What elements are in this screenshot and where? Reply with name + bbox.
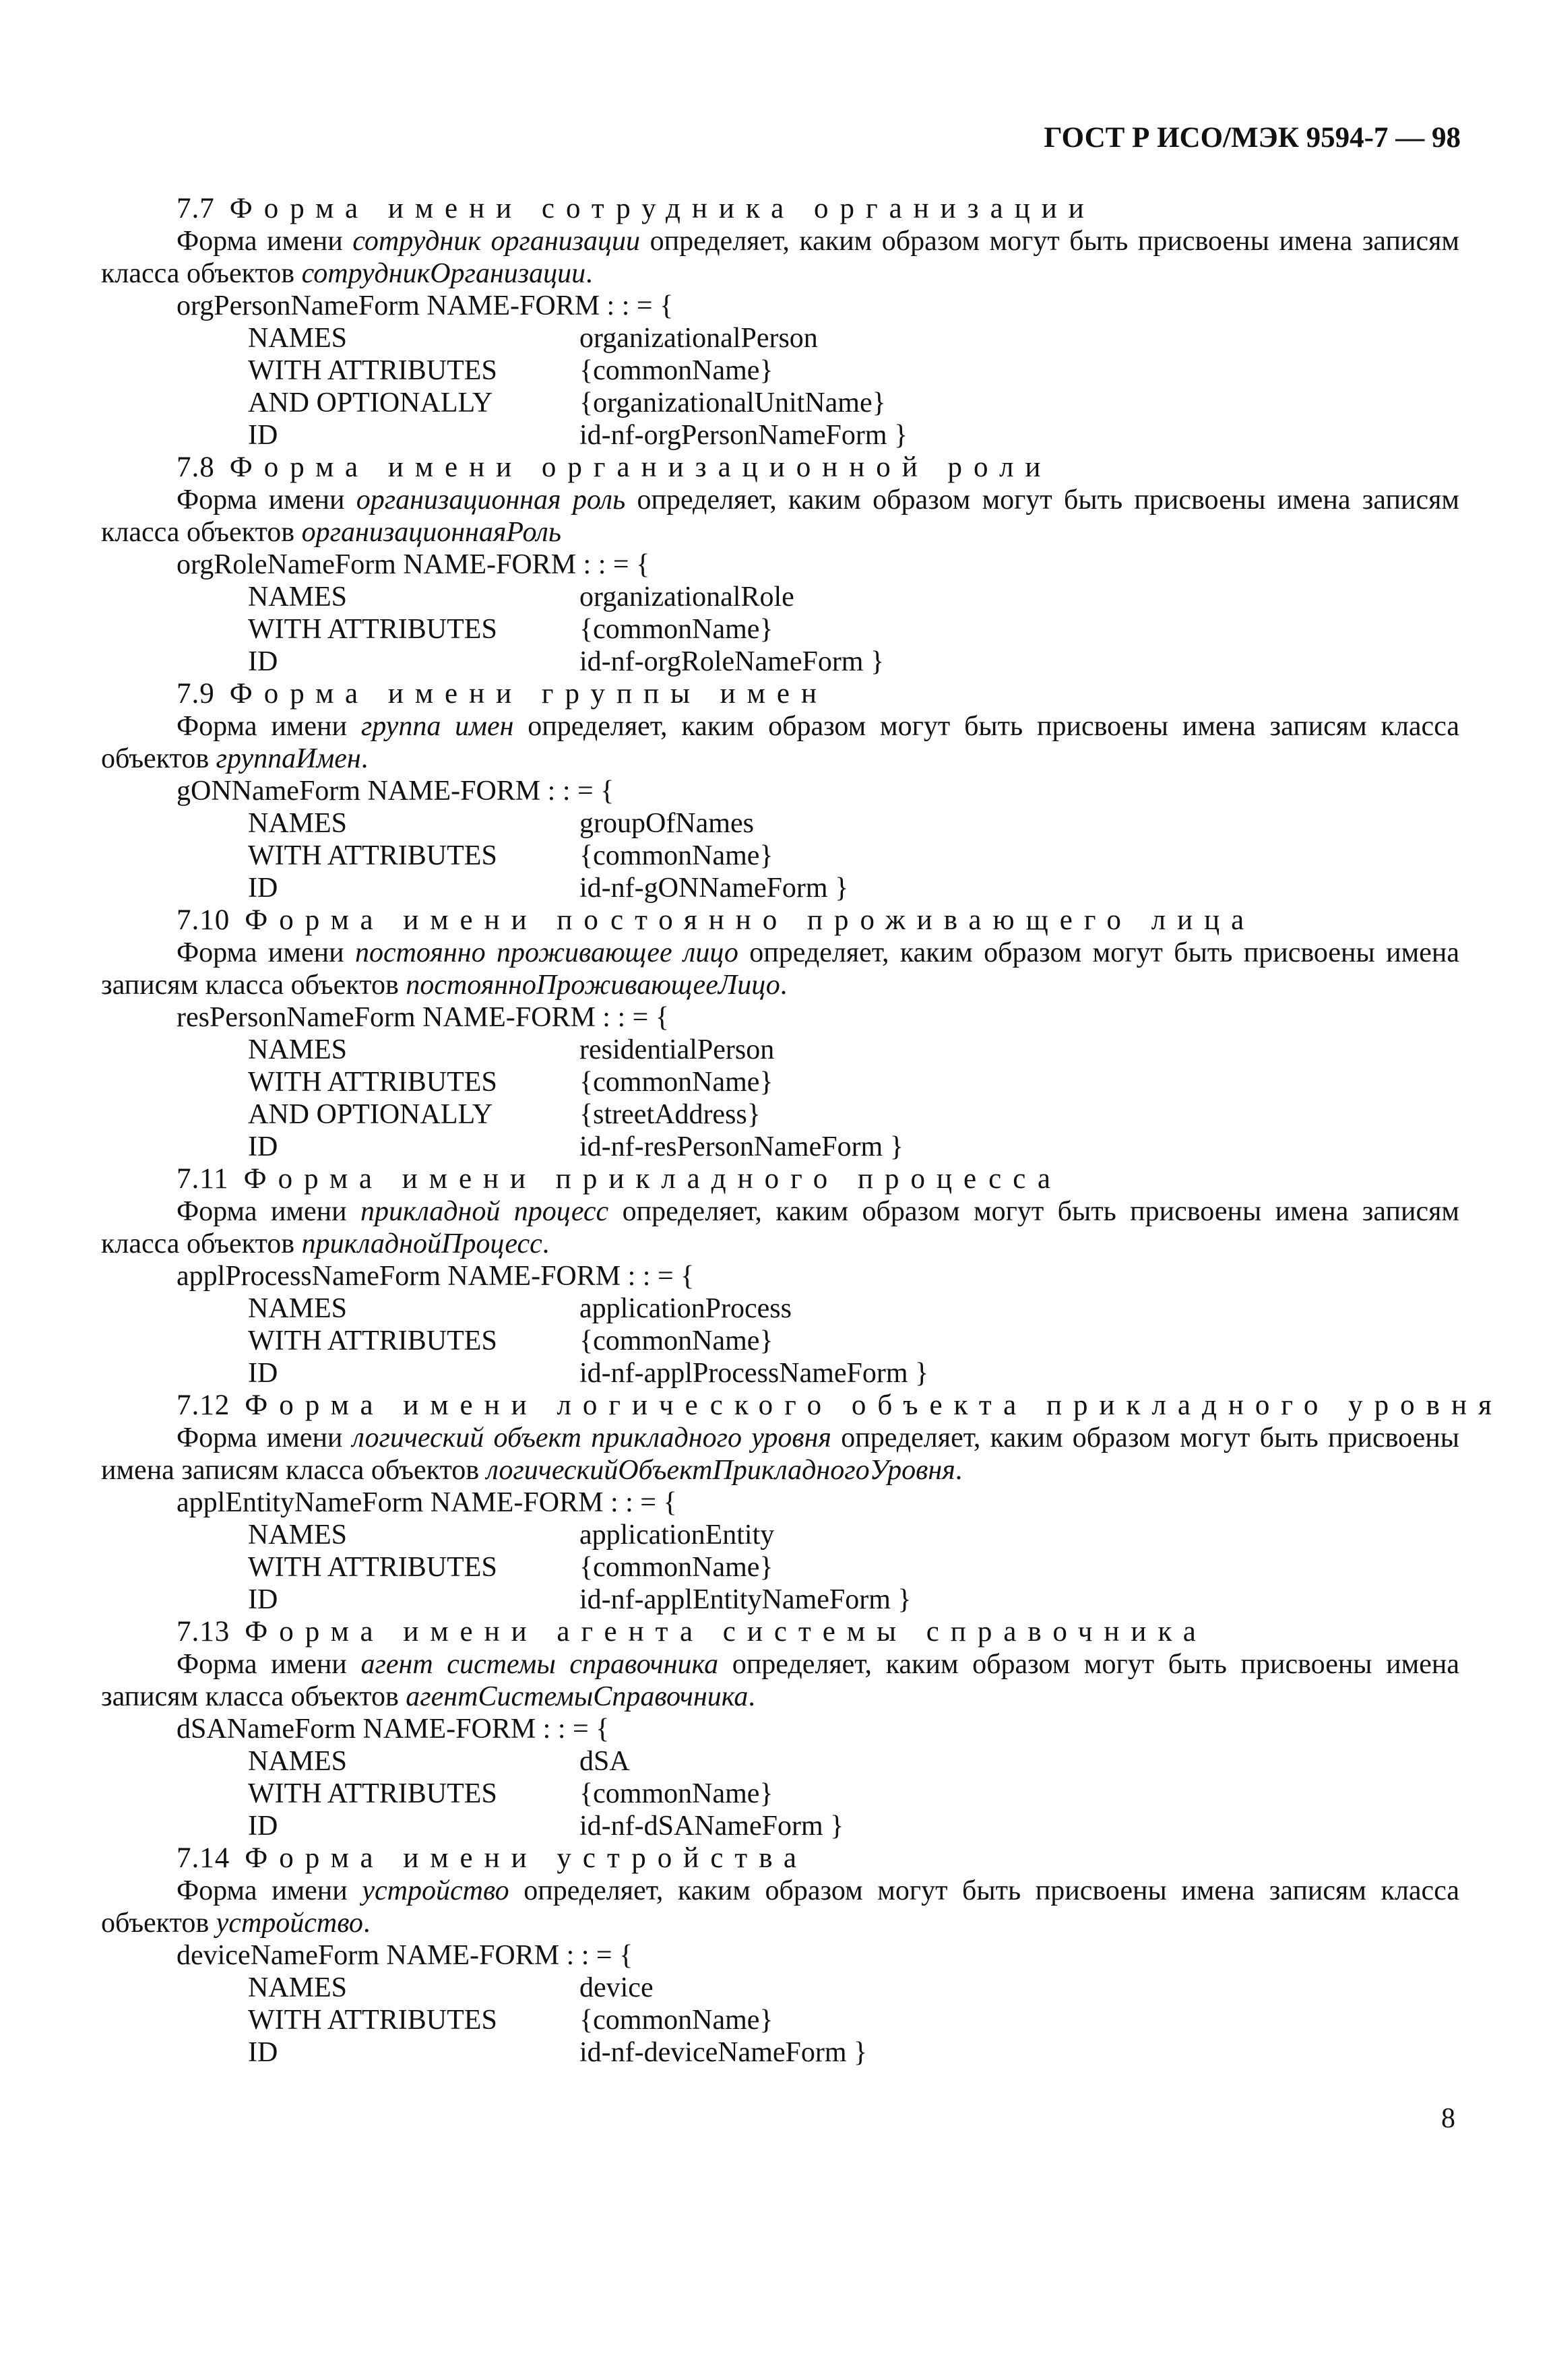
description-desc-post: .	[585, 258, 593, 289]
section	[101, 904, 1459, 1163]
description-desc-pre: Форма имени	[177, 711, 361, 742]
definition-row	[101, 1778, 1459, 1810]
description-desc-mid: определяет, каким образом могут быть присвоены имена записям класса объектов	[101, 1196, 1459, 1259]
section	[101, 193, 1459, 451]
section-title: Форма имени постоянно проживающего лица	[245, 904, 1256, 936]
section-heading	[101, 451, 1459, 484]
section-description	[101, 1422, 1459, 1486]
description-desc-pre: Форма имени	[177, 226, 353, 257]
document-body	[101, 193, 1503, 2069]
section-heading	[101, 678, 1459, 710]
description-desc-pre: Форма имени	[177, 937, 355, 968]
section	[101, 1842, 1459, 2069]
section-title: Форма имени группы имен	[229, 678, 828, 710]
section-number: 7.13	[177, 1616, 230, 1648]
description-desc-mid: определяет, каким образом могут быть присвоены имена записям класса объектов	[101, 226, 1459, 289]
description-desc-italic2: организационнаяРоль	[301, 517, 561, 548]
description-desc-pre: Форма имени	[177, 1196, 360, 1227]
description-desc-mid: определяет, каким образом могут быть присвоены имена записям класса объектов	[101, 484, 1459, 548]
name-form-definition: orgPersonNameForm NAME-FORM : : = {	[177, 290, 674, 321]
section-description	[101, 1648, 1459, 1713]
row-value: {commonName}	[579, 1325, 773, 1356]
section	[101, 451, 1459, 678]
row-key: AND OPTIONALLY	[248, 1099, 493, 1130]
section-title: Форма имени сотрудника организации	[229, 193, 1096, 224]
row-value: id-nf-applEntityNameForm }	[579, 1584, 912, 1615]
description-desc-post: .	[362, 1908, 371, 1939]
row-value: id-nf-gONNameForm }	[579, 873, 849, 904]
row-value: applicationEntity	[579, 1520, 775, 1551]
description-desc-italic: организационная роль	[356, 484, 626, 515]
name-form-definition: gONNameForm NAME-FORM : : = {	[177, 776, 614, 807]
description-desc-italic2: прикладнойПроцесс	[301, 1228, 542, 1259]
description-desc-italic: постоянно проживающее лицо	[354, 937, 738, 968]
definition-row	[101, 1810, 1459, 1842]
definition-row	[101, 1034, 1459, 1066]
section-heading	[101, 904, 1459, 937]
row-key: NAMES	[248, 1293, 348, 1324]
row-key: WITH ATTRIBUTES	[248, 355, 497, 386]
row-key: WITH ATTRIBUTES	[248, 1552, 497, 1583]
definition-row	[101, 354, 1459, 387]
definition-row	[101, 581, 1459, 613]
definition-row	[101, 322, 1459, 354]
section-number: 7.11	[177, 1163, 229, 1195]
definition-row	[101, 1066, 1459, 1098]
section-heading	[101, 1842, 1459, 1875]
row-key: NAMES	[248, 1972, 348, 2003]
definition-row	[101, 872, 1459, 904]
row-value: dSA	[579, 1746, 630, 1777]
description-desc-pre: Форма имени	[177, 1875, 362, 1906]
row-value: id-nf-dSANameForm }	[579, 1811, 844, 1842]
description-desc-italic2: сотрудникОрганизации	[301, 258, 586, 289]
row-value: device	[579, 1972, 654, 2003]
section-description	[101, 937, 1459, 1001]
row-value: {organizationalUnitName}	[579, 387, 886, 418]
name-form-definition: resPersonNameForm NAME-FORM : : = {	[177, 1002, 669, 1033]
description-desc-mid: определяет, каким образом могут быть присвоены имена записям класса объектов	[101, 1875, 1459, 1939]
description-desc-post: .	[780, 970, 788, 1001]
section-heading	[101, 1389, 1503, 1422]
section-description	[101, 225, 1459, 290]
row-value: residentialPerson	[579, 1034, 775, 1065]
section-description	[101, 710, 1459, 775]
definition-row	[101, 2004, 1459, 2036]
description-desc-post: .	[360, 743, 369, 774]
section-title: Форма имени организационной роли	[229, 451, 1052, 483]
description-desc-italic2: логическийОбъектПрикладногоУровня	[486, 1455, 955, 1486]
definition-row	[101, 2036, 1459, 2069]
description-desc-post: .	[748, 1681, 755, 1712]
definition-row	[101, 840, 1459, 872]
section-description	[101, 1195, 1459, 1260]
row-key: WITH ATTRIBUTES	[248, 840, 497, 871]
section	[101, 1163, 1459, 1389]
section-description	[101, 1875, 1459, 1939]
description-desc-italic: группа имен	[360, 711, 514, 742]
description-desc-pre: Форма имени	[177, 1649, 361, 1680]
definition-row	[101, 1972, 1459, 2004]
page-number: 8	[1441, 2103, 1455, 2134]
section	[101, 1389, 1503, 1616]
row-value: {commonName}	[579, 2005, 773, 2036]
definition-row	[101, 613, 1459, 646]
row-key: ID	[248, 1131, 278, 1162]
section-number: 7.9	[177, 678, 215, 710]
row-key: WITH ATTRIBUTES	[248, 1325, 497, 1356]
description-desc-mid: определяет, каким образом могут быть присвоены имена записям класса объектов	[101, 937, 1459, 1001]
row-value: id-nf-resPersonNameForm }	[579, 1131, 904, 1162]
row-value: id-nf-applProcessNameForm }	[579, 1358, 929, 1389]
description-desc-mid: определяет, каким образом могут быть присвоены имена записям класса объектов	[101, 711, 1459, 774]
row-key: NAMES	[248, 808, 348, 839]
description-desc-italic: устройство	[362, 1875, 509, 1906]
row-key: ID	[248, 873, 278, 904]
section-number: 7.8	[177, 451, 215, 483]
row-value: {commonName}	[579, 1552, 773, 1583]
row-key: NAMES	[248, 1746, 348, 1777]
definition-row	[101, 1551, 1459, 1584]
row-key: NAMES	[248, 323, 348, 354]
row-key: WITH ATTRIBUTES	[248, 2005, 497, 2036]
description-desc-pre: Форма имени	[177, 1422, 352, 1453]
name-form-definition: orgRoleNameForm NAME-FORM : : = {	[177, 549, 650, 580]
row-key: NAMES	[248, 582, 348, 613]
section-number: 7.7	[177, 193, 215, 224]
section-number: 7.12	[177, 1389, 230, 1421]
row-value: {streetAddress}	[579, 1099, 761, 1130]
row-key: NAMES	[248, 1034, 348, 1065]
row-value: {commonName}	[579, 840, 773, 871]
row-key: WITH ATTRIBUTES	[248, 1067, 497, 1098]
row-key: WITH ATTRIBUTES	[248, 1778, 497, 1809]
name-form-definition: deviceNameForm NAME-FORM : : = {	[177, 1940, 633, 1971]
definition-row	[101, 1519, 1459, 1551]
description-desc-mid: определяет, каким образом могут быть присвоены имена записям класса объектов	[101, 1649, 1459, 1712]
row-value: organizationalRole	[579, 582, 794, 613]
name-form-definition: applEntityNameForm NAME-FORM : : = {	[177, 1487, 677, 1518]
row-key: AND OPTIONALLY	[248, 387, 493, 418]
description-desc-post: .	[955, 1455, 963, 1486]
row-key: ID	[248, 1811, 278, 1842]
row-value: {commonName}	[579, 355, 773, 386]
description-desc-italic2: группаИмен	[216, 743, 361, 774]
page-header: ГОСТ Р ИСО/МЭК 9594-7 — 98	[1044, 122, 1461, 154]
description-desc-mid: определяет, каким образом могут быть присвоены имена записям класса объектов	[101, 1422, 1459, 1486]
definition-row	[101, 419, 1459, 451]
name-form-definition: dSANameForm NAME-FORM : : = {	[177, 1714, 610, 1745]
row-key: ID	[248, 1358, 278, 1389]
section-title: Форма имени прикладного процесса	[243, 1163, 1062, 1195]
row-key: ID	[248, 2037, 278, 2068]
description-desc-italic2: постоянноПроживающееЛицо	[406, 970, 780, 1001]
definition-row	[101, 1745, 1459, 1778]
section-title: Форма имени логического объекта прикладного уровня	[245, 1389, 1503, 1421]
description-desc-italic: логический объект прикладного уровня	[352, 1422, 831, 1453]
definition-row	[101, 1357, 1459, 1389]
section-description	[101, 484, 1459, 549]
row-key: ID	[248, 1584, 278, 1615]
name-form-definition: applProcessNameForm NAME-FORM : : = {	[177, 1261, 695, 1292]
section	[101, 1616, 1459, 1842]
description-desc-pre: Форма имени	[177, 484, 356, 515]
row-value: {commonName}	[579, 1067, 773, 1098]
section-number: 7.10	[177, 904, 230, 936]
definition-row	[101, 646, 1459, 678]
description-desc-italic: агент системы справочника	[360, 1649, 719, 1680]
definition-row	[101, 1292, 1459, 1325]
row-value: id-nf-orgPersonNameForm }	[579, 420, 908, 451]
section	[101, 678, 1459, 904]
row-key: ID	[248, 646, 278, 677]
section-number: 7.14	[177, 1842, 230, 1874]
row-value: groupOfNames	[579, 808, 754, 839]
row-key: NAMES	[248, 1520, 348, 1551]
definition-row	[101, 387, 1459, 419]
description-desc-italic2: агентСистемыСправочника	[406, 1681, 749, 1712]
description-desc-italic2: устройство	[216, 1908, 363, 1939]
definition-row	[101, 1098, 1459, 1131]
row-key: WITH ATTRIBUTES	[248, 614, 497, 645]
row-value: organizationalPerson	[579, 323, 818, 354]
description-desc-italic: прикладной процесс	[360, 1196, 609, 1227]
section-heading	[101, 1163, 1459, 1195]
section-heading	[101, 193, 1459, 225]
row-value: {commonName}	[579, 1778, 773, 1809]
row-value: id-nf-deviceNameForm }	[579, 2037, 868, 2068]
row-value: {commonName}	[579, 614, 773, 645]
definition-row	[101, 807, 1459, 840]
row-value: applicationProcess	[579, 1293, 792, 1324]
section-title: Форма имени агента системы справочника	[245, 1616, 1207, 1648]
definition-row	[101, 1131, 1459, 1163]
description-desc-italic: сотрудник организации	[352, 226, 641, 257]
row-value: id-nf-orgRoleNameForm }	[579, 646, 885, 677]
row-key: ID	[248, 420, 278, 451]
section-title: Форма имени устройства	[245, 1842, 809, 1874]
section-heading	[101, 1616, 1459, 1648]
definition-row	[101, 1584, 1459, 1616]
description-desc-post: .	[542, 1228, 550, 1259]
definition-row	[101, 1325, 1459, 1357]
